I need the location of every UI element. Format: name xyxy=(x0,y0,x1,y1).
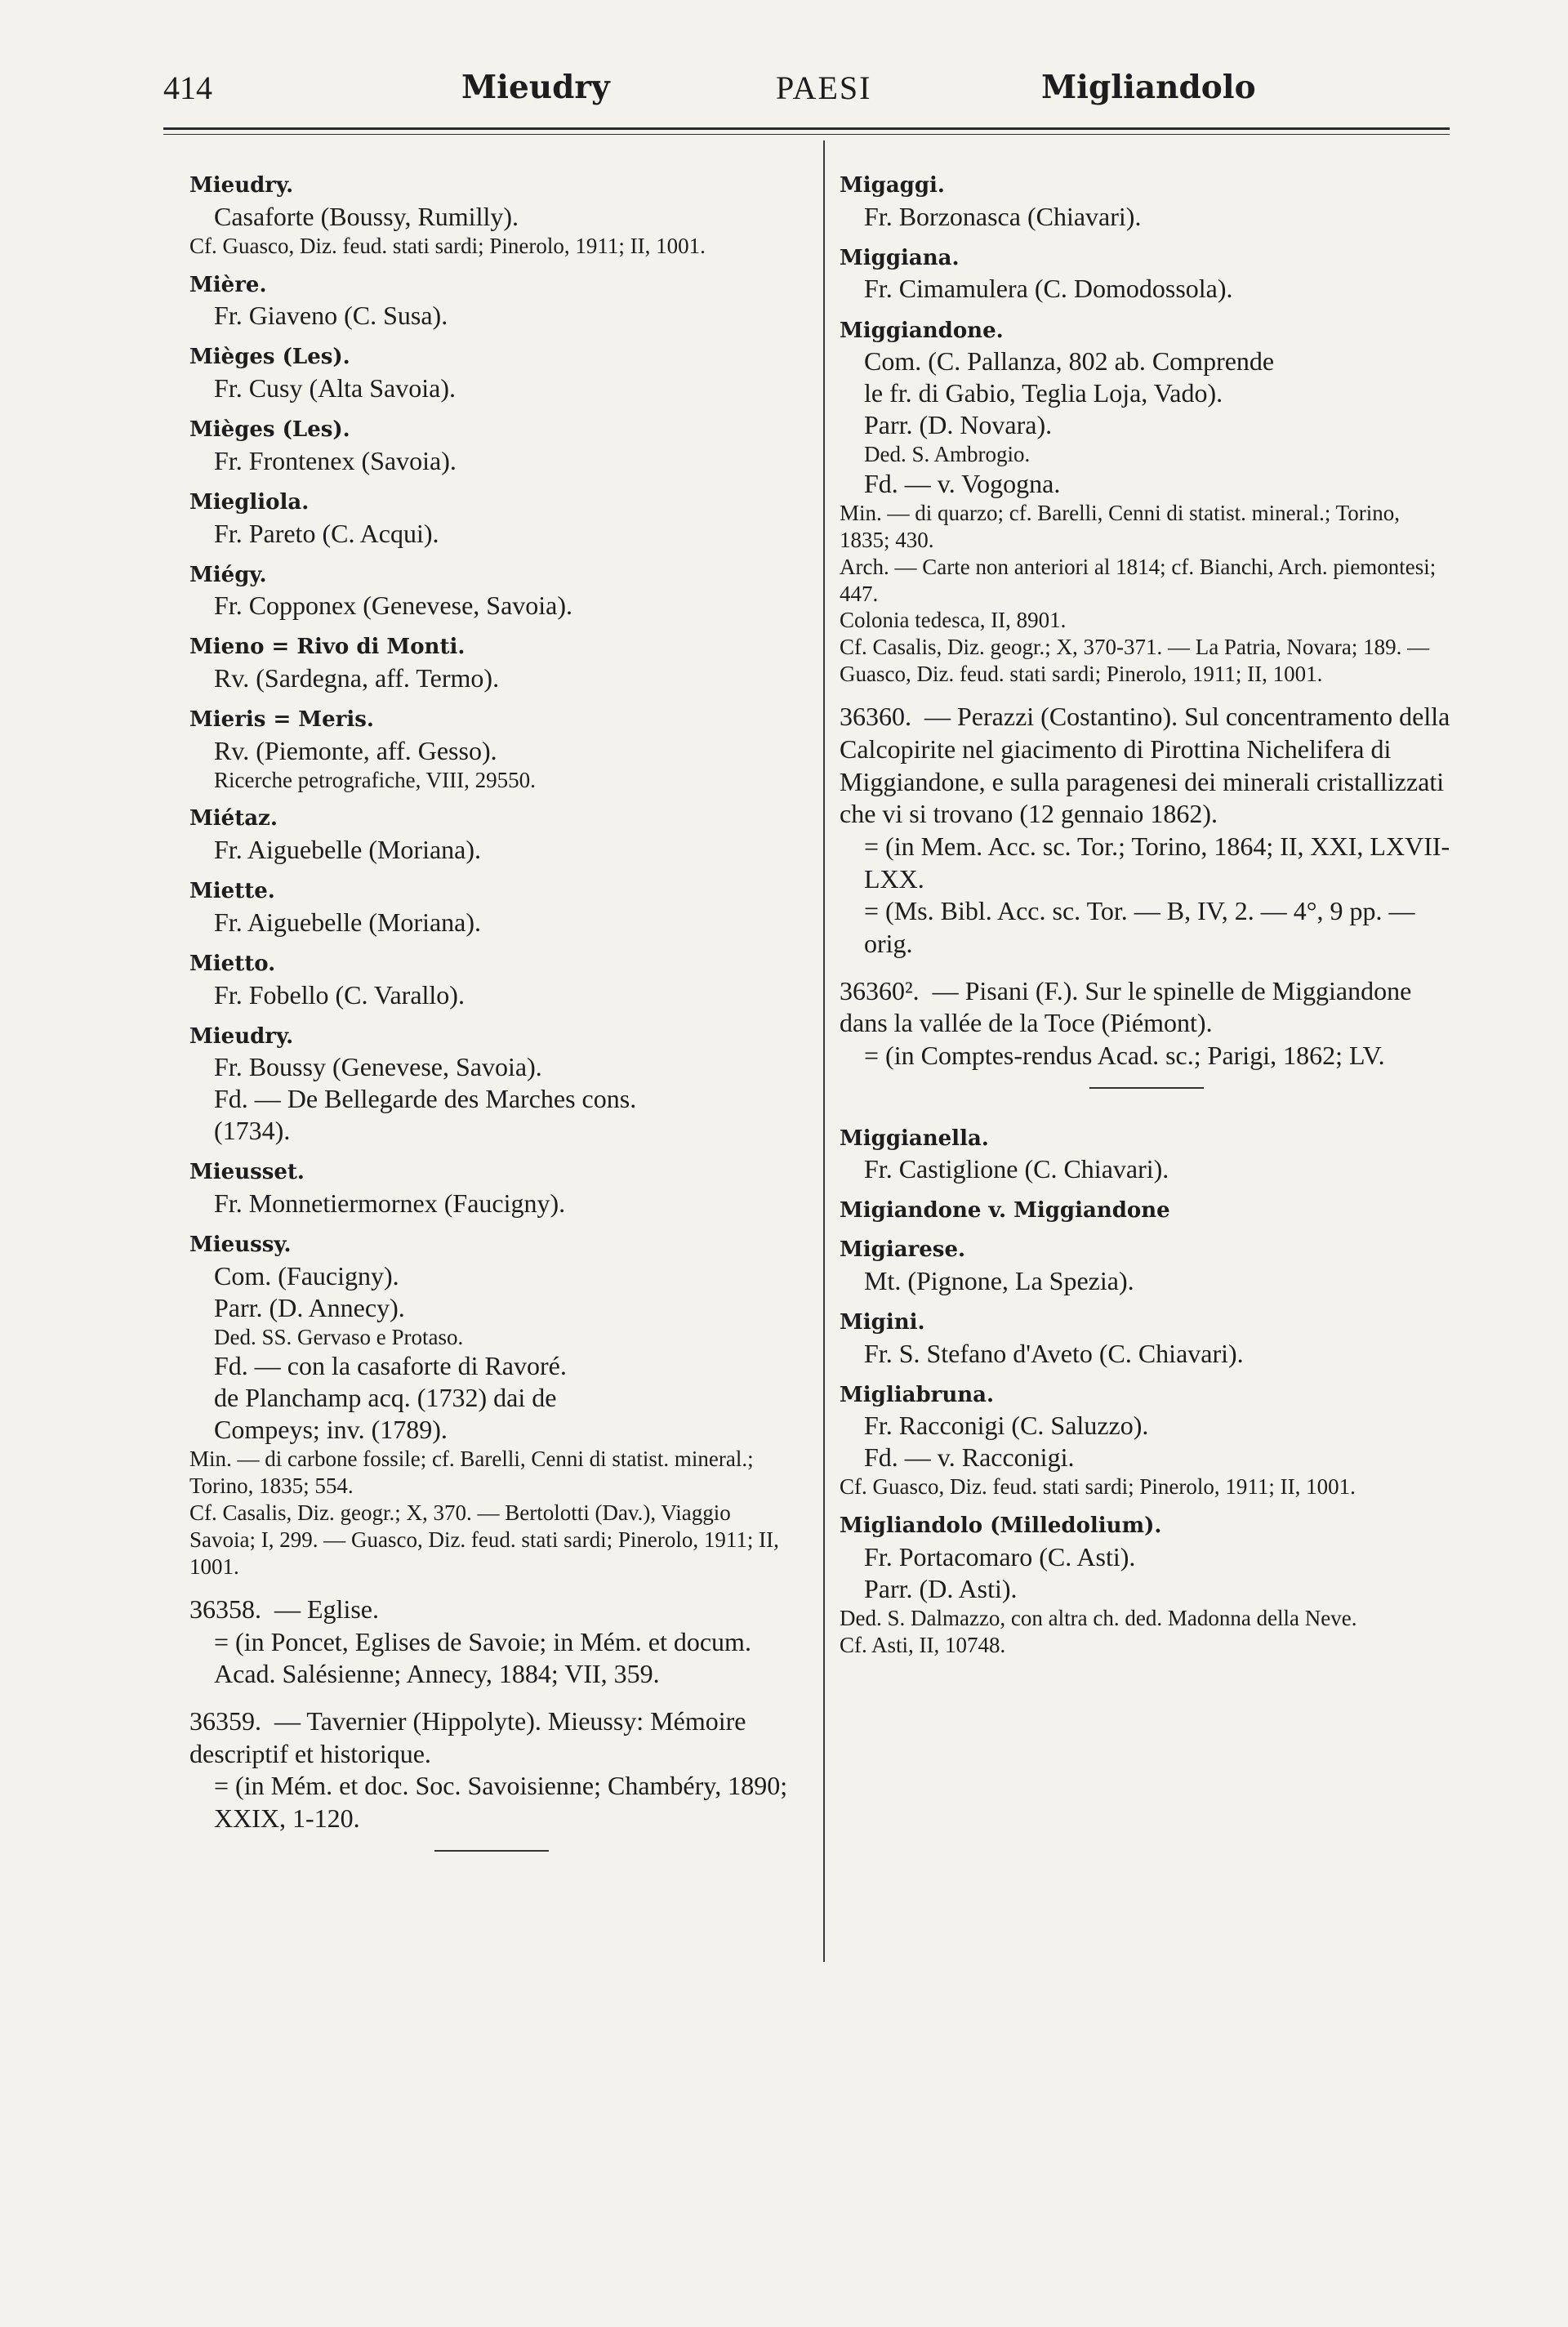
entry-line: Parr. (D. Novara). xyxy=(864,410,1053,440)
gazetteer-entry xyxy=(840,319,1454,689)
entry-line: Fr. Castiglione (C. Chiavari). xyxy=(864,1154,1169,1184)
entry-headword: Migaggi. xyxy=(840,173,945,198)
entry-note: Cf. Guasco, Diz. feud. stati sardi; Pinerolo, 1911; II, 1001. xyxy=(840,1474,1356,1500)
header-left-headword: Mieudry xyxy=(461,69,610,106)
bib-text xyxy=(840,975,1454,1040)
entry-line: Fr. Copponex (Genevese, Savoia). xyxy=(214,591,573,621)
gazetteer-entry xyxy=(189,490,794,550)
gazetteer-entry xyxy=(189,417,794,477)
bib-title: — Tavernier (Hippolyte). Mieussy: Mémoire descriptif et historique. xyxy=(189,1706,746,1768)
bibliography-entry xyxy=(189,1705,794,1835)
bibliography-entry xyxy=(840,701,1454,960)
gazetteer-entry xyxy=(189,1024,794,1148)
entry-headword: Migliabruna. xyxy=(840,1382,995,1407)
entry-headword: Mieussy. xyxy=(189,1233,292,1258)
entry-line: Fr. Frontenex (Savoia). xyxy=(214,445,457,475)
entry-line: Rv. (Piemonte, aff. Gesso). xyxy=(214,735,497,765)
entry-headword: Mièges (Les). xyxy=(189,417,350,443)
bib-number: 36358. xyxy=(189,1594,261,1625)
gazetteer-entry xyxy=(189,1160,794,1219)
bib-source: = (in Mém. et doc. Soc. Savoisienne; Chambéry, 1890; XXIX, 1-120. xyxy=(214,1771,788,1834)
entry-line: Fd. — v. Racconigi. xyxy=(864,1442,1075,1473)
bib-title: — Eglise. xyxy=(274,1594,379,1625)
entry-headword: Miétaz. xyxy=(189,806,278,831)
entry-note: Min. — di carbone fossile; cf. Barelli, Cenni di statist. mineral.; Torino, 1835; 554. xyxy=(189,1447,754,1499)
bibliography-entry xyxy=(189,1594,794,1691)
entry-headword: Mieris = Meris. xyxy=(189,707,374,733)
bib-text xyxy=(189,1594,794,1626)
entry-line: Fr. Monnetiermornex (Faucigny). xyxy=(214,1188,566,1219)
entry-headword: Miegliola. xyxy=(189,489,310,515)
entry-line: Fd. — con la casaforte di Ravoré. xyxy=(214,1351,567,1381)
gazetteer-entry xyxy=(189,952,794,1011)
entry-headword: Miette. xyxy=(189,879,275,904)
gazetteer-entry xyxy=(189,879,794,938)
gazetteer-entry xyxy=(189,707,794,793)
entry-line: Fd. — De Bellegarde des Marches cons. xyxy=(214,1084,637,1114)
entry-line: Fd. — v. Vogogna. xyxy=(864,468,1061,498)
entry-line: Com. (C. Pallanza, 802 ab. Comprende xyxy=(864,346,1275,377)
gazetteer-entry xyxy=(840,1126,1454,1186)
page-number: 414 xyxy=(163,69,212,106)
entry-line: Fr. Aiguebelle (Moriana). xyxy=(214,835,482,865)
entry-headword: Mièges (Les). xyxy=(189,345,350,370)
header-rule-thick xyxy=(163,127,1450,130)
entry-headword: Mière. xyxy=(189,272,267,297)
bib-title: — Perazzi (Costantino). Sul concentramento della Calcopirite nel giacimento di Pirottina Nichelifera di Miggiandone, e sulla paragenesi dei minerali cristallizzati che vi si trovano (12 gennaio 1862). xyxy=(840,702,1450,829)
entry-line: Compeys; inv. (1789). xyxy=(214,1415,448,1445)
bib-number: 36360². xyxy=(840,975,920,1005)
entry-line: Parr. (D. Asti). xyxy=(864,1574,1018,1604)
bib-number: 36360. xyxy=(840,702,911,732)
entry-note: Cf. Guasco, Diz. feud. stati sardi; Pinerolo, 1911; II, 1001. xyxy=(189,233,706,258)
entry-line: Fr. Cimamulera (C. Domodossola). xyxy=(864,274,1233,304)
gazetteer-entry xyxy=(189,1233,794,1580)
entry-note: Colonia tedesca, II, 8901. xyxy=(840,608,1067,633)
entry-note: Arch. — Carte non anteriori al 1814; cf. Bianchi, Arch. piemontesi; 447. xyxy=(840,554,1437,606)
entry-headword: Mieudry. xyxy=(189,1023,294,1049)
section-end-rule xyxy=(434,1850,549,1852)
section-end-rule xyxy=(1089,1087,1204,1089)
entry-headword: Miégy. xyxy=(189,562,267,587)
column-separator xyxy=(823,140,825,1962)
bib-source: = (in Comptes-rendus Acad. sc.; Parigi, 1862; LV. xyxy=(864,1041,1385,1071)
entry-line: Fr. Racconigi (C. Saluzzo). xyxy=(864,1411,1149,1441)
entry-note: Ded. S. Dalmazzo, con altra ch. ded. Madonna della Neve. xyxy=(840,1606,1357,1631)
entry-line: Fr. Portacomaro (C. Asti). xyxy=(864,1542,1136,1572)
gazetteer-entry xyxy=(189,345,794,404)
running-header xyxy=(163,69,1454,118)
entry-headword: Migiarese. xyxy=(840,1237,966,1263)
entry-line: (1734). xyxy=(214,1116,291,1146)
entry-headword: Migliandolo (Milledolium). xyxy=(840,1513,1162,1539)
gazetteer-entry xyxy=(189,806,794,866)
entry-headword: Mietto. xyxy=(189,951,276,976)
bib-source: = (in Poncet, Eglises de Savoie; in Mém. et docum. Acad. Salésienne; Annecy, 1884; VII, 359. xyxy=(214,1626,751,1689)
entry-note: Min. — di quarzo; cf. Barelli, Cenni di statist. mineral.; Torino, 1835; 430. xyxy=(840,500,1400,552)
gazetteer-entry xyxy=(840,246,1454,305)
bib-number: 36359. xyxy=(189,1706,261,1736)
entry-headword: Miggianella. xyxy=(840,1126,989,1151)
bib-text xyxy=(840,701,1454,831)
entry-line: Fr. S. Stefano d'Aveto (C. Chiavari). xyxy=(864,1338,1244,1368)
gazetteer-entry xyxy=(189,563,794,622)
entry-line: Fr. Cusy (Alta Savoia). xyxy=(214,373,456,403)
gazetteer-entry xyxy=(189,273,794,332)
header-right-headword: Migliandolo xyxy=(1041,69,1256,106)
gazetteer-entry xyxy=(840,1310,1454,1370)
entry-line: Mt. (Pignone, La Spezia). xyxy=(864,1265,1134,1295)
bibliography-entry xyxy=(840,975,1454,1072)
right-column xyxy=(840,173,1454,1672)
gazetteer-entry xyxy=(189,635,794,694)
bib-text xyxy=(189,1705,794,1770)
gazetteer-entry xyxy=(840,1237,1454,1297)
entry-line: Fr. Giaveno (C. Susa). xyxy=(214,301,448,331)
entry-line: Rv. (Sardegna, aff. Termo). xyxy=(214,663,500,693)
entry-dedication: Ded. S. Ambrogio. xyxy=(864,442,1031,467)
entry-headword: Miggiandone. xyxy=(840,318,1004,343)
gazetteer-entry xyxy=(189,173,794,260)
entry-note: Cf. Asti, II, 10748. xyxy=(840,1633,1006,1658)
header-section: PAESI xyxy=(776,69,872,106)
entry-line: Fr. Boussy (Genevese, Savoia). xyxy=(214,1052,542,1082)
entry-headword: Migiandone v. Miggiandone xyxy=(840,1198,1170,1224)
entry-headword: Miggiana. xyxy=(840,245,960,270)
entry-headword: Mieno = Rivo di Monti. xyxy=(189,635,466,660)
entry-headword: Mieusset. xyxy=(189,1160,305,1185)
entry-line: le fr. di Gabio, Teglia Loja, Vado). xyxy=(864,378,1223,408)
bib-source: = (in Mem. Acc. sc. Tor.; Torino, 1864; II, XXI, LXVII-LXX. xyxy=(864,831,1450,894)
gazetteer-entry xyxy=(840,1513,1454,1659)
entry-note: Cf. Casalis, Diz. geogr.; X, 370-371. — La Patria, Novara; 189. — Guasco, Diz. feud. stati sardi; Pinerolo, 1911; II, 1001. xyxy=(840,635,1430,687)
gazetteer-entry xyxy=(840,173,1454,233)
entry-line: Com. (Faucigny). xyxy=(214,1260,399,1291)
entry-headword: Migini. xyxy=(840,1309,925,1335)
entry-line: Casaforte (Boussy, Rumilly). xyxy=(214,201,519,231)
header-rule-thin xyxy=(163,134,1450,135)
spacer xyxy=(840,1105,1454,1126)
entry-line: Fr. Borzonasca (Chiavari). xyxy=(864,201,1142,231)
entry-dedication: Ricerche petrografiche, VIII, 29550. xyxy=(214,767,536,792)
gazetteer-entry xyxy=(840,1383,1454,1501)
entry-line: Fr. Aiguebelle (Moriana). xyxy=(214,907,482,937)
entry-line: Fr. Fobello (C. Varallo). xyxy=(214,979,465,1010)
bib-source: = (Ms. Bibl. Acc. sc. Tor. — B, IV, 2. — 4°, 9 pp. — orig. xyxy=(864,896,1415,958)
entry-line: Fr. Pareto (C. Acqui). xyxy=(214,518,439,548)
entry-line: Parr. (D. Annecy). xyxy=(214,1292,405,1322)
left-column xyxy=(189,173,794,1868)
entry-note: Cf. Casalis, Diz. geogr.; X, 370. — Bertolotti (Dav.), Viaggio Savoia; I, 299. — Guasco, Diz. feud. stati sardi; Pinerolo, 1911; II, 1001. xyxy=(189,1500,779,1580)
entry-line: de Planchamp acq. (1732) dai de xyxy=(214,1383,557,1413)
entry-dedication: Ded. SS. Gervaso e Protaso. xyxy=(214,1324,464,1349)
gazetteer-entry xyxy=(840,1198,1454,1224)
bib-title: — Pisani (F.). Sur le spinelle de Miggiandone dans la vallée de la Toce (Piémont). xyxy=(840,975,1412,1038)
entry-headword: Mieudry. xyxy=(189,173,294,198)
